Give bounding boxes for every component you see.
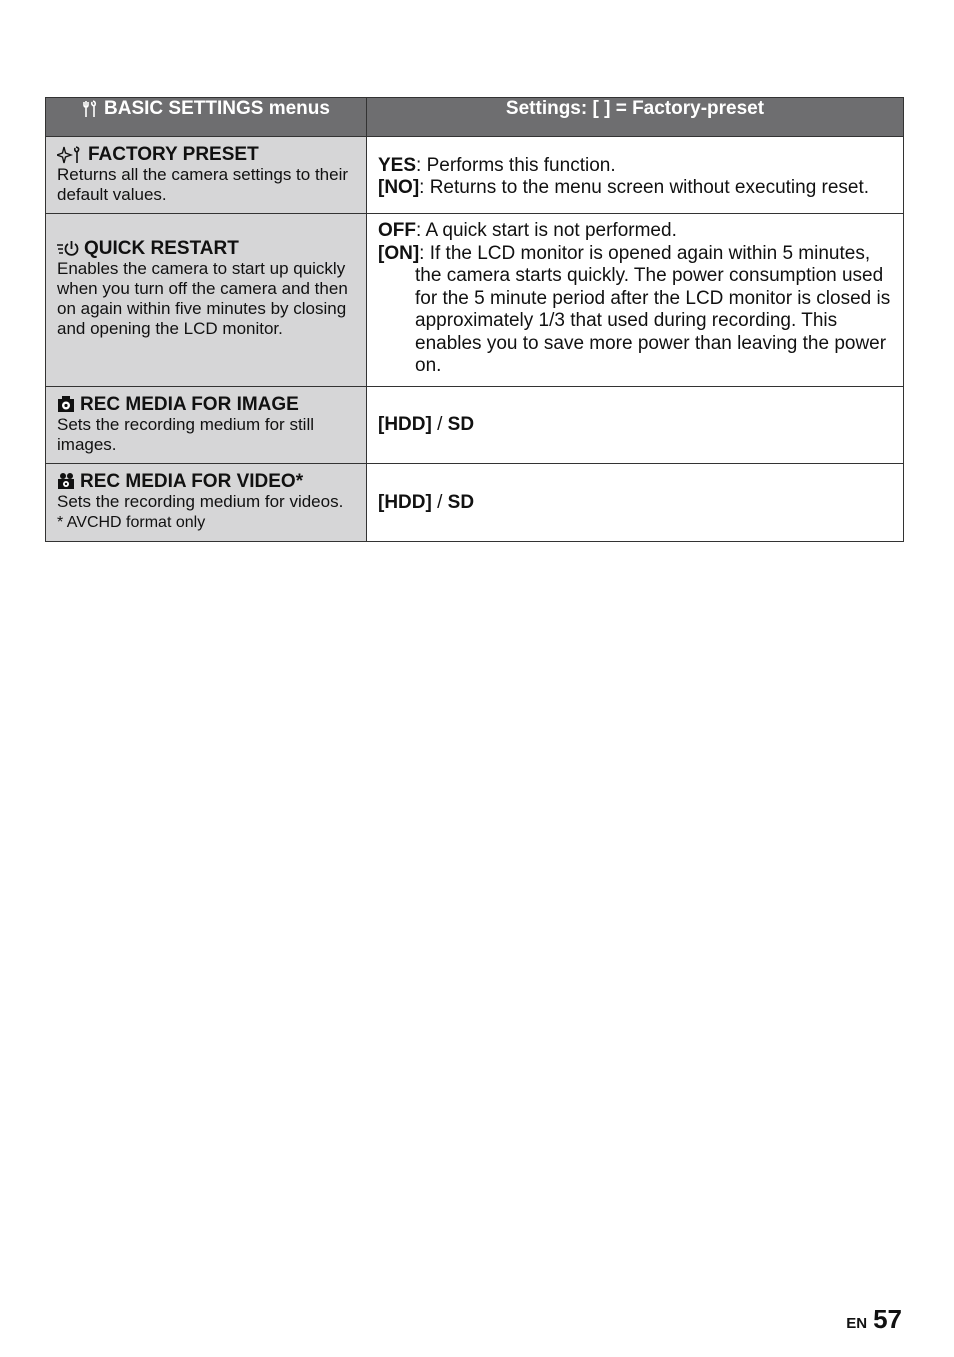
option-key: OFF (378, 220, 416, 241)
settings-cell (367, 214, 904, 387)
settings-cell (367, 137, 904, 214)
table-row-factory-preset (46, 137, 904, 214)
language-code: EN (846, 1315, 868, 1332)
page-number (846, 1304, 902, 1335)
menu-item-cell (46, 214, 367, 387)
factory-preset-icon (57, 146, 83, 164)
menu-item-title: FACTORY PRESET (88, 144, 259, 165)
menu-item-description: Sets the recording medium for videos. (57, 491, 344, 511)
table-row-quick-restart (46, 214, 904, 387)
option-text: : Returns to the menu screen without executing reset. (419, 177, 870, 198)
option-separator: / (431, 491, 448, 513)
option-key: [ON] (378, 242, 420, 264)
option-separator: / (431, 414, 448, 436)
option-key: [NO] (378, 177, 420, 198)
video-media-icon (57, 472, 75, 490)
table-header-row (46, 98, 904, 137)
menu-item-note: * AVCHD format only (57, 513, 206, 531)
menu-item-cell (46, 137, 367, 214)
option-text: : If the LCD monitor is opened again within 5 minutes, the camera starts quickly. The power consumption used for the 5 minute period after the LCD monitor is closed is approximately 1/3 that used during recording. This enables you to save more power than leaving the power on. (415, 242, 891, 376)
menus-column-header (46, 98, 367, 137)
quick-restart-icon (57, 240, 79, 258)
menus-column-title: BASIC SETTINGS menus (104, 98, 330, 119)
menu-item-cell (46, 386, 367, 463)
menu-item-title: QUICK RESTART (84, 238, 239, 259)
option-sd: SD (447, 491, 475, 513)
table-row-rec-media-image (46, 386, 904, 463)
option-text: : A quick start is not performed. (416, 220, 677, 241)
menu-item-title: REC MEDIA FOR IMAGE (80, 393, 299, 415)
menu-item-description: Returns all the camera settings to their default values. (57, 165, 349, 204)
option-sd: SD (447, 414, 475, 436)
table-row-rec-media-video (46, 463, 904, 541)
menu-item-description: Sets the recording medium for still images. (57, 414, 314, 454)
settings-cell (367, 386, 904, 463)
menu-item-cell (46, 463, 367, 541)
wrench-settings-icon (82, 100, 100, 118)
menu-item-description: Enables the camera to start up quickly when you turn off the camera and then on again within five minutes by closing and opening the LCD monitor. (57, 259, 348, 338)
basic-settings-table (45, 97, 904, 542)
settings-column-header: Settings: [ ] = Factory-preset (367, 98, 904, 137)
settings-cell (367, 463, 904, 541)
option-text: : Performs this function. (416, 154, 616, 176)
page-number-value: 57 (873, 1304, 902, 1334)
still-image-media-icon (57, 395, 75, 413)
option-key: YES (378, 154, 417, 176)
option-hdd: [HDD] (378, 414, 432, 436)
menu-item-title: REC MEDIA FOR VIDEO* (80, 470, 304, 492)
option-hdd: [HDD] (378, 491, 432, 513)
